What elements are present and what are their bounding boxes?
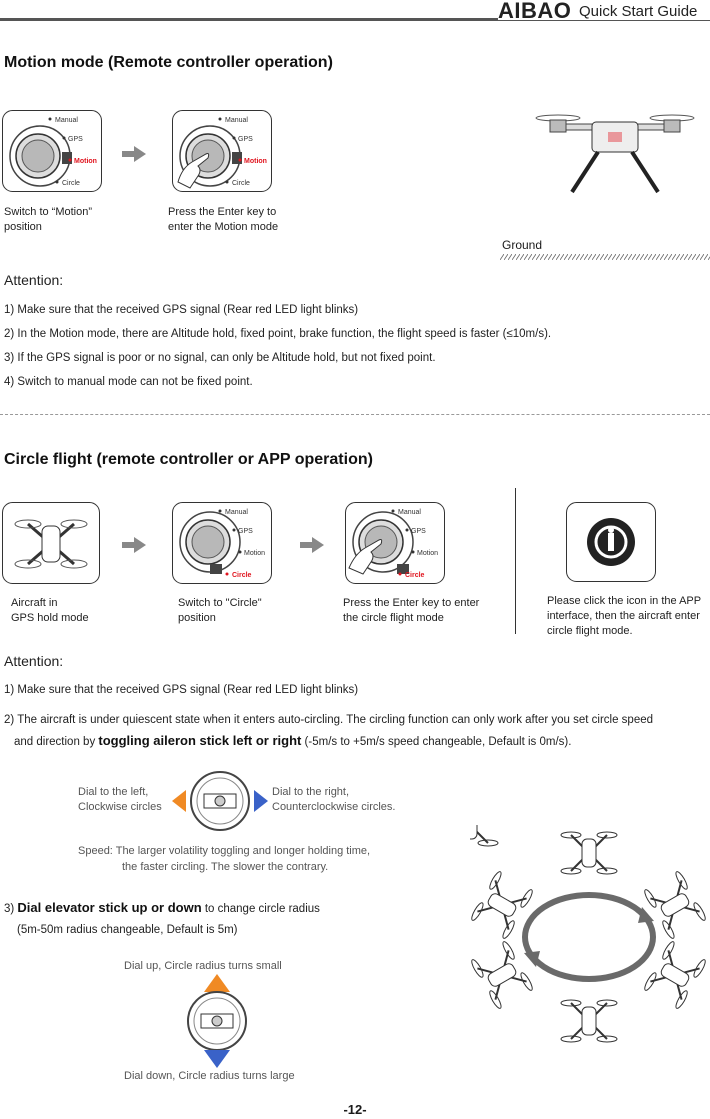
svg-text:Manual: Manual bbox=[55, 117, 78, 124]
vertical-divider bbox=[515, 488, 516, 634]
svg-text:Circle: Circle bbox=[232, 572, 252, 579]
arrow-right-icon bbox=[300, 537, 324, 553]
dial-right-text: Dial to the right, Counterclockwise circles. bbox=[272, 786, 396, 813]
dial-up-text: Dial up, Circle radius turns small bbox=[124, 960, 282, 972]
svg-text:Circle: Circle bbox=[232, 180, 250, 187]
dial-motion-switch bbox=[2, 110, 102, 192]
motion-step1-caption: Switch to “Motion” position bbox=[4, 206, 93, 233]
motion-step2-caption: Press the Enter key to enter the Motion mode bbox=[168, 206, 279, 233]
svg-text:GPS: GPS bbox=[411, 528, 426, 535]
circle-item-2-line1: 2) The aircraft is under quiescent state when it enters auto-circling. The circling function can only work after you set circle speed bbox=[4, 714, 654, 726]
circle-step1-caption: Aircraft in GPS hold mode bbox=[11, 597, 89, 624]
svg-text:Motion: Motion bbox=[244, 158, 267, 165]
svg-text:Manual: Manual bbox=[398, 509, 421, 516]
svg-text:Motion: Motion bbox=[74, 158, 97, 165]
motion-title: Motion mode (Remote controller operation) bbox=[4, 54, 333, 71]
svg-text:Motion: Motion bbox=[417, 550, 439, 557]
svg-text:Manual: Manual bbox=[225, 509, 248, 516]
dial-circle-enter bbox=[345, 502, 445, 584]
dial-circle-switch bbox=[172, 502, 272, 584]
circle-step4-caption: Please click the icon in the APP interface, then the aircraft enter circle flight mode. bbox=[547, 595, 702, 637]
circle-step2-caption: Switch to "Circle" position bbox=[178, 597, 262, 624]
motion-item-2: 2) In the Motion mode, there are Altitude hold, fixed point, brake function, the flight speed is faster (≤10m/s). bbox=[4, 328, 552, 340]
motion-item-4: 4) Switch to manual mode can not be fixed point. bbox=[4, 376, 253, 388]
circle-item-2-line2: and direction by toggling aileron stick left or right (-5m/s to +5m/s speed changeable, Default is 0m/s). bbox=[14, 733, 572, 748]
circle-title: Circle flight (remote controller or APP operation) bbox=[4, 451, 373, 468]
ground-label: Ground bbox=[502, 238, 543, 252]
svg-text:GPS: GPS bbox=[238, 528, 253, 535]
page-number: -12- bbox=[343, 1102, 367, 1117]
aircraft-gps-hold bbox=[2, 502, 100, 584]
speed-text: Speed: The larger volatility toggling and longer holding time, the faster circling. The slower the contrary. bbox=[78, 845, 371, 873]
aileron-stick-diagram bbox=[170, 770, 270, 832]
svg-text:Circle: Circle bbox=[405, 572, 425, 579]
drone-front-illustration bbox=[530, 108, 700, 198]
header-title: Quick Start Guide bbox=[579, 3, 698, 20]
circle-item-3: 3) Dial elevator stick up or down to change circle radius bbox=[4, 900, 320, 915]
section-divider bbox=[0, 414, 710, 415]
dial-down-text: Dial down, Circle radius turns large bbox=[124, 1070, 295, 1082]
arrow-right-icon bbox=[122, 146, 146, 162]
dial-left-text: Dial to the left, Clockwise circles bbox=[78, 786, 162, 813]
svg-text:Motion: Motion bbox=[244, 550, 266, 557]
svg-text:Circle: Circle bbox=[62, 180, 80, 187]
elevator-stick-diagram bbox=[186, 972, 248, 1070]
motion-item-1: 1) Make sure that the received GPS signal (Rear red LED light blinks) bbox=[4, 304, 359, 316]
arrow-right-icon bbox=[122, 537, 146, 553]
circle-item-3-line2: (5m-50m radius changeable, Default is 5m) bbox=[17, 924, 238, 936]
dial-motion-enter bbox=[172, 110, 272, 192]
circle-attention: Attention: bbox=[4, 653, 64, 669]
circle-step3-caption: Press the Enter key to enter the circle flight mode bbox=[343, 597, 480, 624]
svg-text:Manual: Manual bbox=[225, 117, 248, 124]
circle-item-1: 1) Make sure that the received GPS signal (Rear red LED light blinks) bbox=[4, 684, 359, 696]
motion-attention: Attention: bbox=[4, 272, 64, 288]
app-circle-icon-box bbox=[566, 502, 656, 582]
svg-text:GPS: GPS bbox=[238, 136, 253, 143]
circling-drones-illustration bbox=[470, 825, 708, 1050]
motion-item-3: 3) If the GPS signal is poor or no signal, can only be Altitude hold, but not fixed point. bbox=[4, 352, 436, 364]
brand-logo: AIBAO bbox=[498, 0, 572, 23]
svg-text:GPS: GPS bbox=[68, 136, 83, 143]
ground-hatch bbox=[500, 254, 710, 260]
